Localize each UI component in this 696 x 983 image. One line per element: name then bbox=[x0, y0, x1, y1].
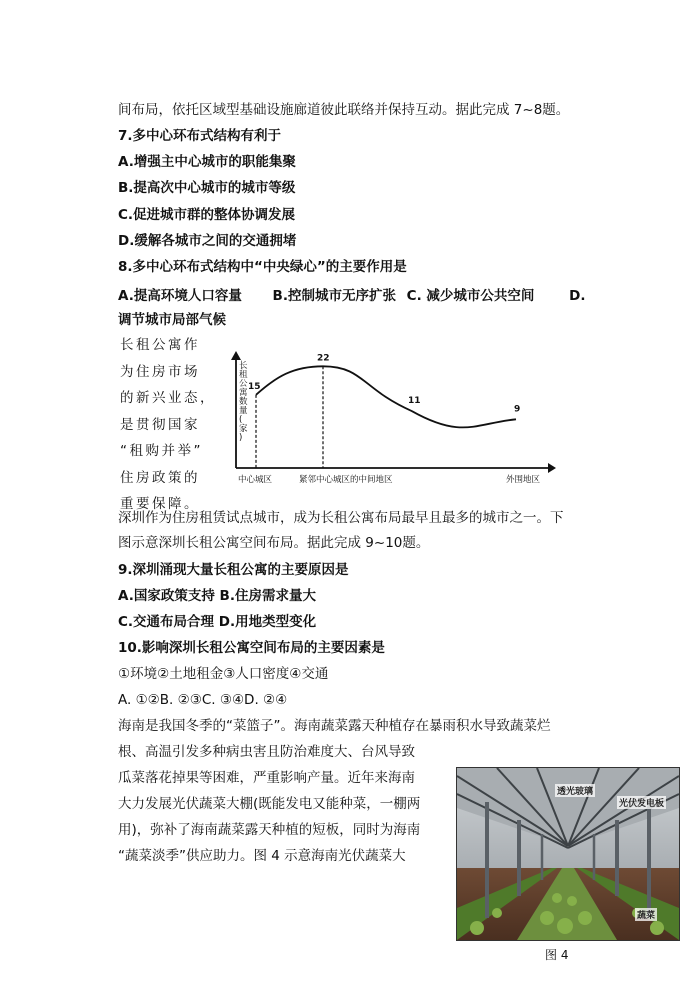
y-axis-label-glyph: 租 bbox=[239, 370, 248, 380]
y-axis-arrow bbox=[231, 351, 241, 360]
q7-stem: 7.多中心环布式结构有利于 bbox=[118, 128, 282, 144]
x-tick-label: 紧邻中心城区的中间地区 bbox=[299, 475, 393, 485]
q9-stem: 9.深圳涌现大量长租公寓的主要原因是 bbox=[118, 562, 349, 578]
series-line bbox=[256, 366, 516, 427]
photo-label-veg: 蔬菜 bbox=[635, 908, 657, 921]
y-axis-label-glyph: 家 bbox=[239, 424, 248, 434]
q7-option-d: D.缓解各城市之间的交通拥堵 bbox=[118, 233, 297, 249]
y-axis-label-glyph: 量 bbox=[239, 406, 248, 416]
data-label: 22 bbox=[317, 353, 330, 364]
y-axis-label-glyph: 寓 bbox=[239, 388, 248, 398]
y-axis-label-glyph: 长 bbox=[239, 361, 248, 371]
q8-option-d: D. bbox=[569, 288, 586, 304]
rental-intro-line: “租购并举” bbox=[120, 443, 203, 459]
x-tick-label: 中心城区 bbox=[238, 475, 273, 485]
hainan-text-1: 海南是我国冬季的“菜篮子”。海南蔬菜露天种植存在暴雨积水导致蔬菜烂 bbox=[118, 718, 551, 734]
data-label: 9 bbox=[514, 404, 521, 415]
q7-option-b: B.提高次中心城市的城市等级 bbox=[118, 180, 296, 196]
rental-intro bbox=[120, 332, 216, 518]
photo-label-pv: 光伏发电板 bbox=[617, 796, 666, 809]
hainan-text-6: “蔬菜淡季”供应助力。图 4 示意海南光伏蔬菜大 bbox=[118, 848, 406, 864]
data-label: 15 bbox=[248, 381, 261, 392]
data-label: 11 bbox=[408, 396, 421, 407]
hainan-text-4: 大力发展光伏蔬菜大棚(既能发电又能种菜，一棚两 bbox=[118, 796, 421, 812]
rental-apartment-chart bbox=[226, 348, 556, 490]
q8-option-b: B.控制城市无序扩张 bbox=[272, 288, 396, 304]
rental-intro-line: 的新兴业态， bbox=[120, 390, 216, 406]
q9-options-row2: C.交通布局合理 D.用地类型变化 bbox=[118, 614, 317, 630]
q7-option-a: A.增强主中心城市的职能集聚 bbox=[118, 154, 296, 170]
q8-options bbox=[118, 284, 585, 304]
hainan-text-2: 根、高温引发多种病虫害且防治难度大、台风导致 bbox=[118, 744, 415, 760]
q10-options: A. ①②B. ②③C. ③④D. ②④ bbox=[118, 692, 288, 708]
rental-intro-line: 住房政策的 bbox=[120, 469, 200, 486]
rental-intro-line: 重要保障。 bbox=[120, 496, 200, 512]
y-axis-label-glyph: ( bbox=[239, 415, 243, 425]
rental-intro-line: 长租公寓作 bbox=[120, 337, 200, 353]
q8-option-d-cont: 调节城市局部气候 bbox=[118, 312, 226, 328]
rental-intro-line: 是贯彻国家 bbox=[120, 416, 200, 433]
q8-option-c: C. 减少城市公共空间 bbox=[406, 288, 535, 304]
shenzhen-text-1: 深圳作为住房租赁试点城市，成为长租公寓布局最早且最多的城市之一。下 bbox=[118, 510, 564, 526]
pv-greenhouse-photo bbox=[456, 767, 680, 941]
y-axis-label bbox=[239, 361, 248, 443]
q9-options-row1: A.国家政策支持 B.住房需求量大 bbox=[118, 588, 316, 604]
y-axis-label-glyph: ) bbox=[239, 433, 243, 443]
hainan-text-3: 瓜菜落花掉果等困难，严重影响产量。近年来海南 bbox=[118, 770, 415, 786]
q7-option-c: C.促进城市群的整体协调发展 bbox=[118, 207, 296, 223]
x-tick-label: 外围地区 bbox=[506, 475, 541, 485]
q10-stem: 10.影响深圳长租公寓空间布局的主要因素是 bbox=[118, 640, 385, 656]
intro-tail: 间布局，依托区域型基础设施廊道彼此联络并保持互动。据此完成 7~8题。 bbox=[118, 102, 570, 118]
y-axis-label-glyph: 数 bbox=[239, 397, 248, 407]
rental-intro-line: 为住房市场 bbox=[120, 363, 200, 380]
hainan-text-5: 用)，弥补了海南蔬菜露天种植的短板，同时为海南 bbox=[118, 822, 421, 838]
q8-option-a: A.提高环境人口容量 bbox=[118, 288, 242, 304]
figure-caption: 图 4 bbox=[545, 948, 569, 962]
q8-stem: 8.多中心环布式结构中“中央绿心”的主要作用是 bbox=[118, 259, 407, 275]
x-axis-arrow bbox=[548, 463, 556, 473]
photo-label-glass: 透光玻璃 bbox=[555, 784, 595, 797]
q10-factors: ①环境②土地租金③人口密度④交通 bbox=[118, 666, 329, 682]
y-axis-label-glyph: 公 bbox=[239, 379, 248, 389]
shenzhen-text-2: 图示意深圳长租公寓空间布局。据此完成 9~10题。 bbox=[118, 535, 430, 551]
